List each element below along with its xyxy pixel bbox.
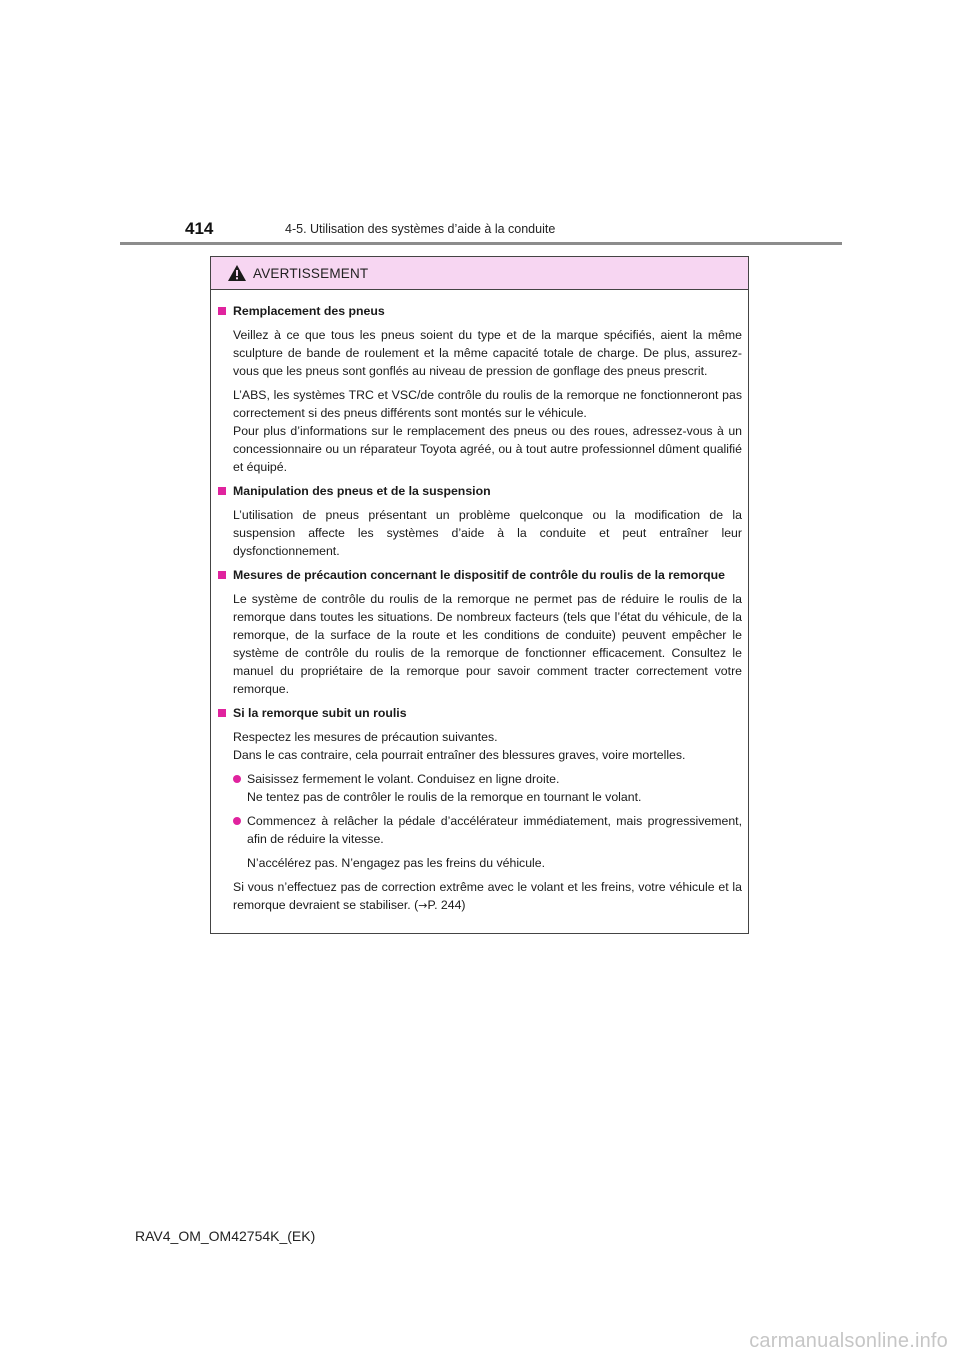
list-item — [233, 812, 742, 848]
warning-body — [211, 290, 748, 915]
section-heading — [217, 704, 742, 722]
closing-paragraph — [233, 878, 742, 915]
list-item-text: Commencez à relâcher la pédale d’accélérateur immédiatement, mais progressivement, afin de réduire la vitesse. — [247, 814, 742, 846]
section-heading-text: Mesures de précaution concernant le dispositif de contrôle du roulis de la remorque — [233, 568, 725, 582]
square-bullet-icon — [218, 487, 226, 495]
round-bullet-icon — [233, 775, 241, 783]
paragraph: L’ABS, les systèmes TRC et VSC/de contrôle du roulis de la remorque ne fonctionneront pas correctement si des pneus différents sont montés sur le véhicule. — [233, 388, 742, 420]
page-number: 414 — [185, 219, 214, 238]
list-item — [233, 770, 742, 806]
page-reference-link[interactable]: P. 244) — [427, 898, 466, 912]
section-heading-text: Remplacement des pneus — [233, 304, 385, 318]
section-heading-text: Si la remorque subit un roulis — [233, 706, 407, 720]
warning-box — [210, 256, 749, 934]
square-bullet-icon — [218, 709, 226, 717]
paragraph: Dans le cas contraire, cela pourrait entraîner des blessures graves, voire mortelles. — [233, 748, 686, 762]
paragraph: Respectez les mesures de précaution suivantes. — [233, 730, 498, 744]
page-header — [120, 0, 842, 246]
list-item-note: N’accélérez pas. N’engagez pas les freins du véhicule. — [247, 856, 546, 870]
section-title: 4-5. Utilisation des systèmes d’aide à la conduite — [285, 222, 556, 236]
paragraph: Le système de contrôle du roulis de la remorque ne permet pas de réduire le roulis de la remorque dans toutes les situations. De nombreux facteurs (tels que l’état du véhicule, de la remorque, de la surface de la route et les conditions de conduite) peuvent empêcher le système de contrôle du roulis de la remorque de fonctionner efficacement. Consultez le manuel du propriétaire de la remorque pour savoir comment tracter correctement votre remorque. — [233, 592, 742, 696]
list-item-text: Saisissez fermement le volant. Conduisez en ligne droite. — [247, 772, 560, 786]
arrow-icon: → — [418, 899, 428, 912]
square-bullet-icon — [218, 571, 226, 579]
watermark: carmanualsonline.info — [749, 1330, 948, 1352]
paragraph: Pour plus d’informations sur le remplacement des pneus ou des roues, adressez-vous à un concessionnaire ou un réparateur Toyota agréé, ou à tout autre professionnel dûment qualifié et équipé. — [233, 424, 742, 474]
section-heading — [217, 482, 742, 500]
section-heading-text: Manipulation des pneus et de la suspension — [233, 484, 491, 498]
warning-header — [211, 257, 748, 290]
paragraph: Veillez à ce que tous les pneus soient du type et de la marque spécifiés, aient la même sculpture de bande de roulement et la même capacité totale de charge. De plus, assurez-vous que les pneus sont gonflés au niveau de pression de gonflage des pneus prescrit. — [233, 328, 742, 378]
header-rule — [120, 242, 842, 245]
warning-title: AVERTISSEMENT — [253, 265, 369, 281]
list-item-text: Ne tentez pas de contrôler le roulis de la remorque en tournant le volant. — [247, 790, 642, 804]
section-heading — [217, 302, 742, 320]
closing-text: Si vous n’effectuez pas de correction extrême avec le volant et les freins, votre véhicule et la remorque devraient se stabiliser. ( — [233, 880, 742, 912]
warning-triangle-icon — [227, 264, 247, 282]
paragraph: L’utilisation de pneus présentant un problème quelconque ou la modification de la suspension affecte les systèmes d’aide à la conduite et peut entraîner leur dysfonctionnement. — [233, 508, 742, 558]
square-bullet-icon — [218, 307, 226, 315]
round-bullet-icon — [233, 817, 241, 825]
document-code: RAV4_OM_OM42754K_(EK) — [135, 1228, 316, 1244]
section-heading — [217, 566, 742, 584]
